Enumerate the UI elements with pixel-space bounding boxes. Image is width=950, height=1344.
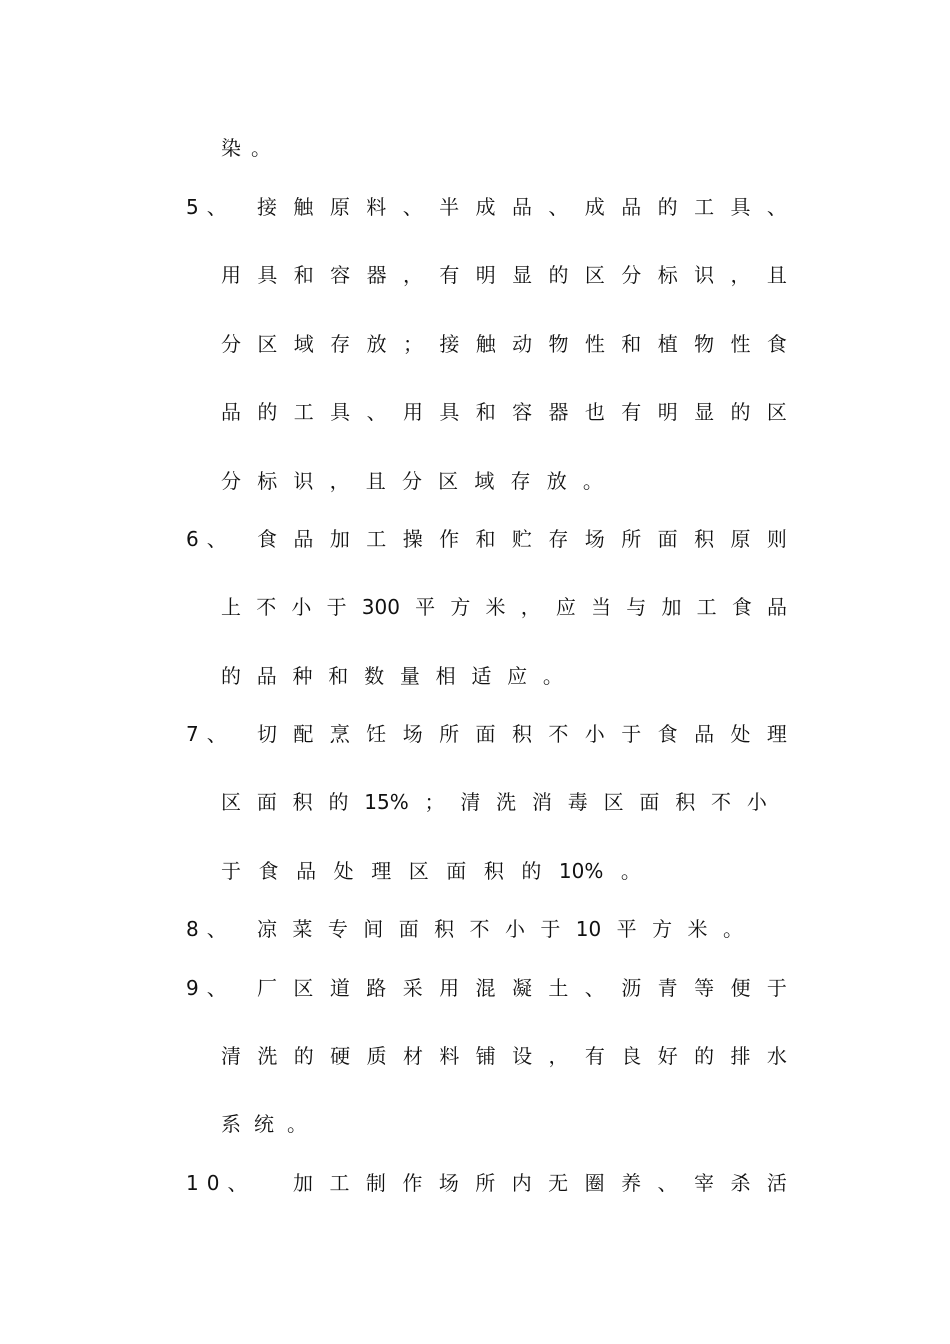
text-glyph: 识 bbox=[694, 263, 715, 287]
text-glyph: 小 bbox=[746, 790, 767, 814]
text-glyph: 毒 bbox=[567, 790, 588, 814]
text-glyph: 小 bbox=[504, 917, 525, 941]
text-glyph: 区 bbox=[766, 400, 787, 424]
text-glyph: 工 bbox=[696, 595, 717, 619]
text-glyph: 染 bbox=[221, 136, 241, 160]
text-glyph: 性 bbox=[730, 332, 751, 356]
text-glyph: 明 bbox=[657, 400, 678, 424]
text-glyph: 统 bbox=[254, 1112, 274, 1136]
text-glyph: 植 bbox=[657, 332, 678, 356]
text-glyph: 。 bbox=[582, 469, 603, 493]
text-glyph: 具 bbox=[257, 263, 278, 287]
text-glyph: 识 bbox=[293, 469, 314, 493]
text-glyph: 积 bbox=[292, 790, 313, 814]
text-glyph: 存 bbox=[548, 527, 569, 551]
text-glyph: 间 bbox=[363, 917, 384, 941]
text-line bbox=[221, 1109, 307, 1139]
text-glyph: 制 bbox=[365, 1171, 386, 1195]
text-glyph: 处 bbox=[333, 859, 354, 883]
text-glyph: 触 bbox=[293, 195, 314, 219]
text-glyph: 养 bbox=[621, 1171, 642, 1195]
text-glyph: 饪 bbox=[366, 722, 387, 746]
text-glyph: 好 bbox=[657, 1044, 678, 1068]
text-line bbox=[257, 973, 787, 1003]
text-glyph: ， bbox=[548, 1044, 569, 1068]
text-glyph: 区 bbox=[221, 790, 241, 814]
text-glyph: 区 bbox=[293, 976, 314, 1000]
text-glyph: 标 bbox=[657, 263, 678, 287]
text-line bbox=[221, 592, 787, 622]
text-glyph: 数 bbox=[364, 664, 385, 688]
text-glyph: 具 bbox=[439, 400, 460, 424]
text-glyph: 处 bbox=[730, 722, 751, 746]
text-glyph: 于 bbox=[540, 917, 561, 941]
text-glyph: 。 bbox=[620, 859, 641, 883]
text-glyph: 积 bbox=[694, 527, 715, 551]
text-glyph: 场 bbox=[584, 527, 605, 551]
text-glyph: 面 bbox=[657, 527, 678, 551]
text-glyph: 具 bbox=[330, 400, 351, 424]
text-glyph: 排 bbox=[730, 1044, 751, 1068]
text-glyph: 有 bbox=[439, 263, 460, 287]
text-glyph: 面 bbox=[475, 722, 496, 746]
text-glyph: 的 bbox=[328, 790, 349, 814]
text-glyph: 用 bbox=[439, 976, 460, 1000]
text-glyph: 品 bbox=[621, 195, 642, 219]
text-glyph: 。 bbox=[542, 664, 563, 688]
text-glyph: 的 bbox=[521, 859, 542, 883]
text-glyph: 消 bbox=[531, 790, 552, 814]
item-number-7: 7、 bbox=[186, 722, 235, 746]
text-glyph: 明 bbox=[475, 263, 496, 287]
text-glyph: 质 bbox=[366, 1044, 387, 1068]
text-glyph: 所 bbox=[621, 527, 642, 551]
text-glyph: 工 bbox=[694, 195, 715, 219]
text-glyph: 便 bbox=[730, 976, 751, 1000]
text-glyph: 放 bbox=[366, 332, 387, 356]
text-glyph: ， bbox=[329, 469, 350, 493]
text-glyph: 不 bbox=[548, 722, 569, 746]
text-glyph: 料 bbox=[366, 195, 387, 219]
text-glyph: ； bbox=[402, 332, 423, 356]
text-glyph: 存 bbox=[330, 332, 351, 356]
text-glyph: 原 bbox=[730, 527, 751, 551]
text-glyph: 10 bbox=[575, 917, 602, 941]
text-glyph: 用 bbox=[402, 400, 423, 424]
text-glyph: ； bbox=[424, 790, 445, 814]
text-glyph: 器 bbox=[366, 263, 387, 287]
item-number-6: 6、 bbox=[186, 527, 235, 551]
text-glyph: 工 bbox=[366, 527, 387, 551]
text-glyph: 上 bbox=[221, 595, 241, 619]
text-glyph: 加 bbox=[293, 1171, 313, 1195]
text-line bbox=[221, 466, 603, 496]
text-glyph: 放 bbox=[546, 469, 567, 493]
text-glyph: 平 bbox=[616, 917, 637, 941]
text-glyph: 圈 bbox=[584, 1171, 605, 1195]
text-glyph: 操 bbox=[402, 527, 423, 551]
text-glyph: 容 bbox=[330, 263, 351, 287]
text-glyph: 应 bbox=[555, 595, 576, 619]
text-glyph: 的 bbox=[257, 400, 278, 424]
text-glyph: 加 bbox=[329, 527, 350, 551]
text-glyph: 洗 bbox=[496, 790, 517, 814]
item-number-9: 9、 bbox=[186, 976, 235, 1000]
text-glyph: 、 bbox=[657, 1171, 678, 1195]
text-glyph: 米 bbox=[485, 595, 506, 619]
text-glyph: 域 bbox=[293, 332, 314, 356]
text-line bbox=[257, 524, 787, 554]
text-glyph: 铺 bbox=[475, 1044, 496, 1068]
text-glyph: 系 bbox=[221, 1112, 241, 1136]
text-glyph: 种 bbox=[292, 664, 313, 688]
text-glyph: 品 bbox=[296, 859, 317, 883]
item-number-8: 8、 bbox=[186, 917, 235, 941]
text-glyph: 适 bbox=[471, 664, 492, 688]
text-glyph: 工 bbox=[293, 400, 314, 424]
text-glyph: 土 bbox=[548, 976, 569, 1000]
text-glyph: 量 bbox=[399, 664, 420, 688]
text-glyph: 区 bbox=[257, 332, 278, 356]
text-glyph: 的 bbox=[548, 263, 569, 287]
text-glyph: 加 bbox=[661, 595, 682, 619]
text-glyph: 米 bbox=[687, 917, 708, 941]
text-glyph: 有 bbox=[584, 1044, 605, 1068]
text-glyph: 场 bbox=[402, 722, 423, 746]
text-line bbox=[257, 914, 743, 944]
text-line bbox=[221, 260, 787, 290]
text-glyph: 分 bbox=[621, 263, 642, 287]
text-glyph: 和 bbox=[475, 527, 496, 551]
text-glyph: 道 bbox=[329, 976, 350, 1000]
text-glyph: 成 bbox=[584, 195, 605, 219]
text-line bbox=[221, 856, 641, 886]
text-glyph: 域 bbox=[474, 469, 495, 493]
text-glyph: 和 bbox=[621, 332, 642, 356]
text-glyph: 于 bbox=[221, 859, 241, 883]
text-glyph: 区 bbox=[603, 790, 624, 814]
text-glyph: 、 bbox=[402, 195, 423, 219]
text-glyph: 硬 bbox=[330, 1044, 351, 1068]
text-line bbox=[221, 1041, 787, 1071]
text-glyph: 性 bbox=[584, 332, 605, 356]
text-glyph: 品 bbox=[511, 195, 532, 219]
text-glyph: 贮 bbox=[511, 527, 532, 551]
text-glyph: 面 bbox=[639, 790, 660, 814]
text-glyph: 品 bbox=[293, 527, 314, 551]
text-glyph: 300 bbox=[361, 595, 400, 619]
text-glyph: 于 bbox=[621, 722, 642, 746]
text-glyph: 小 bbox=[291, 595, 312, 619]
text-glyph: 厂 bbox=[257, 976, 277, 1000]
text-glyph: 混 bbox=[475, 976, 496, 1000]
item-number-10: 10、 bbox=[186, 1171, 256, 1195]
text-glyph: 宰 bbox=[693, 1171, 714, 1195]
text-glyph: 工 bbox=[329, 1171, 350, 1195]
text-glyph: 且 bbox=[766, 263, 787, 287]
text-glyph: 与 bbox=[626, 595, 647, 619]
text-glyph: 器 bbox=[548, 400, 569, 424]
text-glyph: 烹 bbox=[329, 722, 350, 746]
text-glyph: 青 bbox=[657, 976, 678, 1000]
text-glyph: 作 bbox=[402, 1171, 423, 1195]
text-glyph: 于 bbox=[766, 976, 787, 1000]
text-glyph: 方 bbox=[652, 917, 673, 941]
text-glyph: 显 bbox=[512, 263, 533, 287]
text-glyph: 作 bbox=[439, 527, 460, 551]
text-glyph: 菜 bbox=[292, 917, 313, 941]
text-glyph: 食 bbox=[257, 527, 277, 551]
text-glyph: 采 bbox=[402, 976, 423, 1000]
text-glyph: 积 bbox=[675, 790, 696, 814]
text-line bbox=[221, 397, 787, 427]
text-glyph: 食 bbox=[731, 595, 752, 619]
text-glyph: 积 bbox=[511, 722, 532, 746]
text-glyph: 于 bbox=[326, 595, 347, 619]
text-glyph: 10% bbox=[558, 859, 604, 883]
text-glyph: 显 bbox=[694, 400, 715, 424]
text-glyph: 活 bbox=[766, 1171, 787, 1195]
text-glyph: 场 bbox=[438, 1171, 459, 1195]
text-glyph: 凉 bbox=[257, 917, 277, 941]
text-glyph: 积 bbox=[483, 859, 504, 883]
text-glyph: 动 bbox=[512, 332, 533, 356]
text-glyph: 的 bbox=[730, 400, 751, 424]
text-glyph: 。 bbox=[287, 1112, 307, 1136]
text-glyph: 内 bbox=[511, 1171, 532, 1195]
text-glyph: 标 bbox=[257, 469, 278, 493]
text-glyph: 区 bbox=[438, 469, 459, 493]
text-glyph: 切 bbox=[257, 722, 277, 746]
text-glyph: 平 bbox=[415, 595, 436, 619]
text-glyph: 良 bbox=[621, 1044, 642, 1068]
text-glyph: 区 bbox=[408, 859, 429, 883]
text-glyph: 具 bbox=[730, 195, 751, 219]
text-glyph: 和 bbox=[293, 263, 314, 287]
text-glyph: 区 bbox=[584, 263, 605, 287]
text-glyph: 物 bbox=[548, 332, 569, 356]
text-glyph: 有 bbox=[621, 400, 642, 424]
text-glyph: 接 bbox=[439, 332, 460, 356]
text-glyph: 和 bbox=[475, 400, 496, 424]
text-glyph: 。 bbox=[251, 136, 271, 160]
text-glyph: 、 bbox=[584, 976, 605, 1000]
text-glyph: 理 bbox=[371, 859, 392, 883]
text-glyph: 存 bbox=[510, 469, 531, 493]
text-glyph: 物 bbox=[694, 332, 715, 356]
text-glyph: 品 bbox=[767, 595, 787, 619]
text-line bbox=[257, 192, 787, 222]
text-glyph: 方 bbox=[450, 595, 471, 619]
text-glyph: 、 bbox=[548, 195, 569, 219]
text-glyph: 积 bbox=[434, 917, 455, 941]
text-glyph: 料 bbox=[439, 1044, 460, 1068]
text-glyph: 配 bbox=[293, 722, 314, 746]
text-line bbox=[221, 661, 563, 691]
text-glyph: 也 bbox=[584, 400, 605, 424]
text-glyph: 清 bbox=[460, 790, 481, 814]
text-glyph: 15% bbox=[364, 790, 409, 814]
text-glyph: 不 bbox=[469, 917, 490, 941]
text-glyph: 品 bbox=[221, 400, 241, 424]
text-glyph: 沥 bbox=[621, 976, 642, 1000]
text-glyph: 理 bbox=[766, 722, 787, 746]
text-glyph: 当 bbox=[591, 595, 612, 619]
text-glyph: 的 bbox=[293, 1044, 314, 1068]
text-glyph: 原 bbox=[329, 195, 350, 219]
text-line bbox=[221, 133, 271, 163]
text-glyph: 的 bbox=[694, 1044, 715, 1068]
text-glyph: 分 bbox=[221, 469, 241, 493]
text-glyph: 路 bbox=[366, 976, 387, 1000]
text-glyph: 成 bbox=[475, 195, 496, 219]
text-glyph: 食 bbox=[766, 332, 787, 356]
text-glyph: 品 bbox=[256, 664, 277, 688]
text-line bbox=[221, 787, 767, 817]
text-glyph: 、 bbox=[766, 195, 787, 219]
text-glyph: 品 bbox=[694, 722, 715, 746]
text-glyph: 容 bbox=[512, 400, 533, 424]
text-line bbox=[293, 1168, 787, 1198]
text-glyph: 无 bbox=[548, 1171, 569, 1195]
text-glyph: 小 bbox=[584, 722, 605, 746]
text-glyph: 不 bbox=[711, 790, 732, 814]
text-glyph: 材 bbox=[402, 1044, 423, 1068]
text-glyph: 面 bbox=[446, 859, 467, 883]
text-glyph: 用 bbox=[221, 263, 241, 287]
text-line bbox=[257, 719, 787, 749]
text-glyph: 且 bbox=[365, 469, 386, 493]
text-glyph: 食 bbox=[657, 722, 678, 746]
text-glyph: 杀 bbox=[730, 1171, 751, 1195]
text-glyph: 面 bbox=[256, 790, 277, 814]
text-glyph: ， bbox=[402, 263, 423, 287]
text-glyph: 的 bbox=[657, 195, 678, 219]
text-glyph: 触 bbox=[475, 332, 496, 356]
text-glyph: 等 bbox=[694, 976, 715, 1000]
text-glyph: 所 bbox=[475, 1171, 496, 1195]
text-glyph: 、 bbox=[366, 400, 387, 424]
text-glyph: ， bbox=[520, 595, 541, 619]
text-glyph: 分 bbox=[221, 332, 241, 356]
text-glyph: 面 bbox=[398, 917, 419, 941]
text-glyph: 专 bbox=[327, 917, 348, 941]
text-glyph: 不 bbox=[256, 595, 277, 619]
text-glyph: 相 bbox=[435, 664, 456, 688]
text-glyph: 食 bbox=[258, 859, 279, 883]
text-glyph: 分 bbox=[401, 469, 422, 493]
text-glyph: 凝 bbox=[511, 976, 532, 1000]
text-glyph: ， bbox=[730, 263, 751, 287]
text-glyph: 和 bbox=[328, 664, 349, 688]
text-glyph: 洗 bbox=[257, 1044, 278, 1068]
item-number-5: 5、 bbox=[186, 195, 235, 219]
text-glyph: 所 bbox=[439, 722, 460, 746]
text-glyph: 。 bbox=[722, 917, 743, 941]
text-glyph: 清 bbox=[221, 1044, 241, 1068]
text-glyph: 接 bbox=[257, 195, 277, 219]
text-glyph: 设 bbox=[512, 1044, 533, 1068]
text-glyph: 的 bbox=[221, 664, 241, 688]
text-line bbox=[221, 329, 787, 359]
text-glyph: 应 bbox=[507, 664, 528, 688]
text-glyph: 半 bbox=[439, 195, 460, 219]
text-glyph: 水 bbox=[766, 1044, 787, 1068]
text-glyph: 则 bbox=[766, 527, 787, 551]
